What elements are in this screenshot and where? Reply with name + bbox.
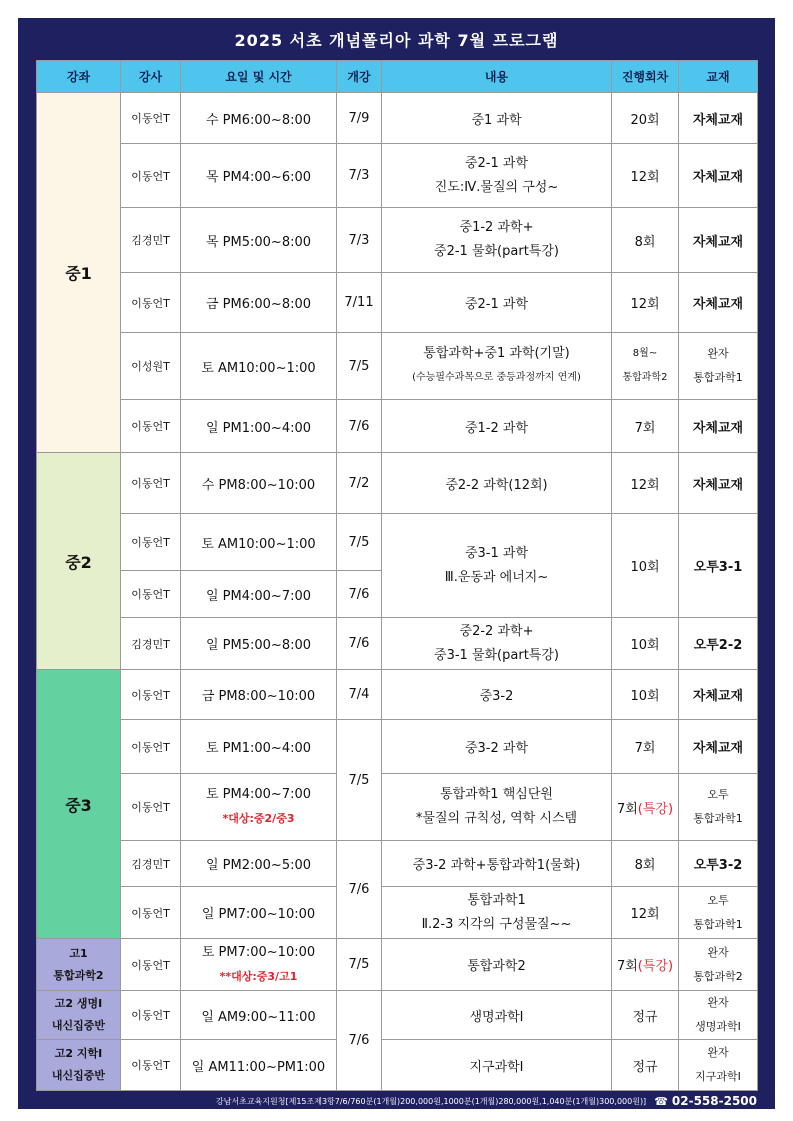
schedule-table bbox=[36, 60, 758, 1091]
content-line: 진도:Ⅳ.물질의 구성~ bbox=[434, 179, 559, 195]
book-cell: 자체교재 bbox=[679, 144, 758, 208]
table-row bbox=[37, 1040, 758, 1091]
content-cell bbox=[382, 774, 612, 841]
teacher-cell: 이동언T bbox=[121, 887, 181, 939]
count-cell: 10회 bbox=[612, 514, 679, 618]
table-row bbox=[37, 273, 758, 333]
time-cell: 토 AM10:00~1:00 bbox=[181, 514, 337, 571]
table-row bbox=[37, 333, 758, 400]
poster-frame bbox=[18, 18, 775, 1109]
header-teacher: 강사 bbox=[121, 61, 181, 93]
teacher-cell: 이동언T bbox=[121, 453, 181, 514]
header-row bbox=[37, 61, 758, 93]
teacher-cell: 김경민T bbox=[121, 618, 181, 670]
table-row bbox=[37, 453, 758, 514]
content-line: 중2-1 과학 bbox=[464, 155, 529, 171]
content-line: Ⅲ.운동과 에너지~ bbox=[444, 569, 549, 585]
table-row bbox=[37, 93, 758, 144]
content-line: 중1-2 과학+ bbox=[459, 220, 534, 235]
header-time: 요일 및 시간 bbox=[181, 61, 337, 93]
count-cell bbox=[612, 333, 679, 400]
teacher-cell: 이동언T bbox=[121, 720, 181, 774]
content-line: 통합과학1 bbox=[467, 892, 526, 908]
book-line: 통합과학1 bbox=[693, 371, 743, 384]
group-label-h2 bbox=[37, 991, 121, 1040]
count-cell: 정규 bbox=[612, 1040, 679, 1091]
book-line: 오투 bbox=[707, 788, 729, 801]
count-cell: 20회 bbox=[612, 93, 679, 144]
teacher-cell: 이동언T bbox=[121, 1040, 181, 1091]
group-label-line: 내신집중반 bbox=[51, 1019, 106, 1032]
start-cell: 7/5 bbox=[337, 333, 382, 400]
book-cell: 자체교재 bbox=[679, 720, 758, 774]
time-line: 토 PM4:00~7:00 bbox=[205, 787, 312, 802]
teacher-cell: 이동언T bbox=[121, 991, 181, 1040]
footer bbox=[18, 1093, 775, 1109]
start-cell: 7/5 bbox=[337, 720, 382, 841]
header-content: 내용 bbox=[382, 61, 612, 93]
book-line: 통합과학2 bbox=[693, 969, 743, 983]
start-cell: 7/3 bbox=[337, 208, 382, 273]
count-cell bbox=[612, 939, 679, 991]
book-cell bbox=[679, 333, 758, 400]
teacher-cell: 김경민T bbox=[121, 841, 181, 887]
time-cell: 일 AM9:00~11:00 bbox=[181, 991, 337, 1040]
time-cell: 일 PM5:00~8:00 bbox=[181, 618, 337, 670]
content-cell bbox=[382, 144, 612, 208]
count-cell: 8회 bbox=[612, 208, 679, 273]
time-cell: 토 PM1:00~4:00 bbox=[181, 720, 337, 774]
table-row bbox=[37, 400, 758, 453]
count-cell bbox=[612, 774, 679, 841]
time-cell bbox=[181, 939, 337, 991]
book-cell: 오투3-1 bbox=[679, 514, 758, 618]
time-cell: 목 PM5:00~8:00 bbox=[181, 208, 337, 273]
count-cell: 7회 bbox=[612, 720, 679, 774]
special-badge: (특강) bbox=[637, 959, 674, 974]
book-line: 완자 bbox=[707, 945, 729, 959]
time-cell: 금 PM6:00~8:00 bbox=[181, 273, 337, 333]
book-line: 통합과학1 bbox=[693, 917, 743, 931]
count-cell: 12회 bbox=[612, 273, 679, 333]
table-row bbox=[37, 991, 758, 1040]
table-row bbox=[37, 939, 758, 991]
time-cell: 일 PM2:00~5:00 bbox=[181, 841, 337, 887]
time-cell: 수 PM6:00~8:00 bbox=[181, 93, 337, 144]
count-cell: 10회 bbox=[612, 618, 679, 670]
count-cell: 8회 bbox=[612, 841, 679, 887]
count-cell: 12회 bbox=[612, 453, 679, 514]
book-cell bbox=[679, 774, 758, 841]
count-line: 8월~ bbox=[632, 348, 658, 359]
group-label-line: 고2 지학Ⅰ bbox=[54, 1047, 103, 1060]
book-cell: 자체교재 bbox=[679, 670, 758, 720]
content-line: 통합과학1 핵심단원 bbox=[440, 787, 553, 802]
book-line: 생명과학Ⅰ bbox=[695, 1020, 741, 1033]
content-cell: 중3-2 과학+통합과학1(물화) bbox=[382, 841, 612, 887]
book-cell: 자체교재 bbox=[679, 453, 758, 514]
teacher-cell: 이성원T bbox=[121, 333, 181, 400]
group-label-m3: 중3 bbox=[37, 670, 121, 939]
time-cell: 일 PM7:00~10:00 bbox=[181, 887, 337, 939]
target-note: *대상:중2/중3 bbox=[222, 812, 295, 825]
special-badge: (특강) bbox=[637, 801, 674, 817]
start-cell: 7/6 bbox=[337, 841, 382, 939]
book-line: 지구과학Ⅰ bbox=[695, 1070, 741, 1083]
content-line: 중2-1 물화(part특강) bbox=[434, 244, 559, 259]
group-label-m2: 중2 bbox=[37, 453, 121, 670]
start-cell: 7/5 bbox=[337, 514, 382, 571]
content-cell: 중2-2 과학(12회) bbox=[382, 453, 612, 514]
content-cell bbox=[382, 333, 612, 400]
count-cell: 10회 bbox=[612, 670, 679, 720]
group-label-m1: 중1 bbox=[37, 93, 121, 453]
time-cell: 토 AM10:00~1:00 bbox=[181, 333, 337, 400]
table-row bbox=[37, 208, 758, 273]
teacher-cell: 이동언T bbox=[121, 144, 181, 208]
footer-info: 강남서초교육지원청[제15조제3항7/6/760분(1개월)200,000원,1000분(1개월)280,000원,1,040분(1개월)300,000원)] bbox=[215, 1096, 647, 1106]
group-label-h3 bbox=[37, 1040, 121, 1091]
content-line: 중3-1 과학 bbox=[464, 545, 529, 561]
content-line: 중3-1 물화(part특강) bbox=[434, 647, 559, 663]
start-cell: 7/6 bbox=[337, 571, 382, 618]
header-course: 강좌 bbox=[37, 61, 121, 93]
time-cell: 일 AM11:00~PM1:00 bbox=[181, 1040, 337, 1091]
book-cell: 자체교재 bbox=[679, 93, 758, 144]
time-cell: 목 PM4:00~6:00 bbox=[181, 144, 337, 208]
time-cell: 금 PM8:00~10:00 bbox=[181, 670, 337, 720]
table-row bbox=[37, 841, 758, 887]
start-cell: 7/4 bbox=[337, 670, 382, 720]
teacher-cell: 이동언T bbox=[121, 93, 181, 144]
content-cell: 지구과학Ⅰ bbox=[382, 1040, 612, 1091]
content-cell bbox=[382, 618, 612, 670]
content-cell: 중3-2 bbox=[382, 670, 612, 720]
start-cell: 7/6 bbox=[337, 991, 382, 1091]
book-cell: 자체교재 bbox=[679, 273, 758, 333]
time-cell: 수 PM8:00~10:00 bbox=[181, 453, 337, 514]
count-cell: 7회 bbox=[612, 400, 679, 453]
header-start: 개강 bbox=[337, 61, 382, 93]
table-row bbox=[37, 887, 758, 939]
group-label-line: 고2 생명Ⅰ bbox=[54, 997, 103, 1010]
content-line: 중2-2 과학+ bbox=[459, 623, 534, 639]
header-count: 진행회차 bbox=[612, 61, 679, 93]
count-cell: 정규 bbox=[612, 991, 679, 1040]
content-note: (수능필수과목으로 중등과정까지 연계) bbox=[412, 372, 581, 383]
teacher-cell: 이동언T bbox=[121, 939, 181, 991]
group-label-line: 통합과학2 bbox=[53, 968, 104, 982]
start-cell: 7/9 bbox=[337, 93, 382, 144]
teacher-cell: 이동언T bbox=[121, 400, 181, 453]
page-title: 2025 서초 개념폴리아 과학 7월 프로그램 bbox=[234, 30, 559, 50]
content-line: *물질의 규칙성, 역학 시스템 bbox=[415, 811, 578, 826]
book-cell bbox=[679, 939, 758, 991]
book-line: 오투 bbox=[707, 893, 729, 907]
teacher-cell: 김경민T bbox=[121, 208, 181, 273]
teacher-cell: 이동언T bbox=[121, 514, 181, 571]
book-cell bbox=[679, 887, 758, 939]
time-cell bbox=[181, 774, 337, 841]
table-row bbox=[37, 514, 758, 571]
content-cell: 중3-2 과학 bbox=[382, 720, 612, 774]
content-cell bbox=[382, 208, 612, 273]
book-line: 완자 bbox=[707, 347, 729, 360]
start-cell: 7/2 bbox=[337, 453, 382, 514]
time-line: 토 PM7:00~10:00 bbox=[201, 944, 316, 960]
start-cell: 7/5 bbox=[337, 939, 382, 991]
book-cell: 자체교재 bbox=[679, 400, 758, 453]
table-row bbox=[37, 144, 758, 208]
table-row bbox=[37, 720, 758, 774]
count-cell: 12회 bbox=[612, 887, 679, 939]
teacher-cell: 이동언T bbox=[121, 670, 181, 720]
group-label-line: 내신집중반 bbox=[51, 1069, 106, 1082]
content-cell: 중1-2 과학 bbox=[382, 400, 612, 453]
book-cell: 오투2-2 bbox=[679, 618, 758, 670]
teacher-cell: 이동언T bbox=[121, 571, 181, 618]
target-note: **대상:중3/고1 bbox=[219, 969, 298, 983]
content-cell: 중2-1 과학 bbox=[382, 273, 612, 333]
book-line: 완자 bbox=[707, 1046, 729, 1059]
book-cell bbox=[679, 1040, 758, 1091]
content-cell: 중1 과학 bbox=[382, 93, 612, 144]
book-cell: 오투3-2 bbox=[679, 841, 758, 887]
table-row bbox=[37, 618, 758, 670]
count-value: 7회 bbox=[616, 801, 638, 817]
content-line: 통합과학+중1 과학(기말) bbox=[423, 346, 570, 361]
book-cell bbox=[679, 991, 758, 1040]
content-cell bbox=[382, 887, 612, 939]
book-cell: 자체교재 bbox=[679, 208, 758, 273]
group-label-line: 고1 bbox=[69, 946, 88, 960]
content-line: Ⅱ.2-3 지각의 구성물질~~ bbox=[421, 916, 572, 932]
book-line: 통합과학1 bbox=[693, 812, 743, 825]
count-line: 통합과학2 bbox=[622, 372, 668, 383]
header-book: 교재 bbox=[679, 61, 758, 93]
table-row bbox=[37, 774, 758, 841]
phone-number: 02-558-2500 bbox=[671, 1094, 757, 1108]
content-cell: 통합과학2 bbox=[382, 939, 612, 991]
content-cell bbox=[382, 514, 612, 618]
start-cell: 7/6 bbox=[337, 618, 382, 670]
start-cell: 7/11 bbox=[337, 273, 382, 333]
count-cell: 12회 bbox=[612, 144, 679, 208]
book-line: 완자 bbox=[707, 996, 729, 1009]
teacher-cell: 이동언T bbox=[121, 774, 181, 841]
time-cell: 일 PM1:00~4:00 bbox=[181, 400, 337, 453]
teacher-cell: 이동언T bbox=[121, 273, 181, 333]
content-cell: 생명과학Ⅰ bbox=[382, 991, 612, 1040]
count-value: 7회 bbox=[616, 959, 638, 974]
start-cell: 7/6 bbox=[337, 400, 382, 453]
table-row bbox=[37, 670, 758, 720]
group-label-h1 bbox=[37, 939, 121, 991]
time-cell: 일 PM4:00~7:00 bbox=[181, 571, 337, 618]
phone-icon: ☎ bbox=[654, 1094, 668, 1108]
start-cell: 7/3 bbox=[337, 144, 382, 208]
